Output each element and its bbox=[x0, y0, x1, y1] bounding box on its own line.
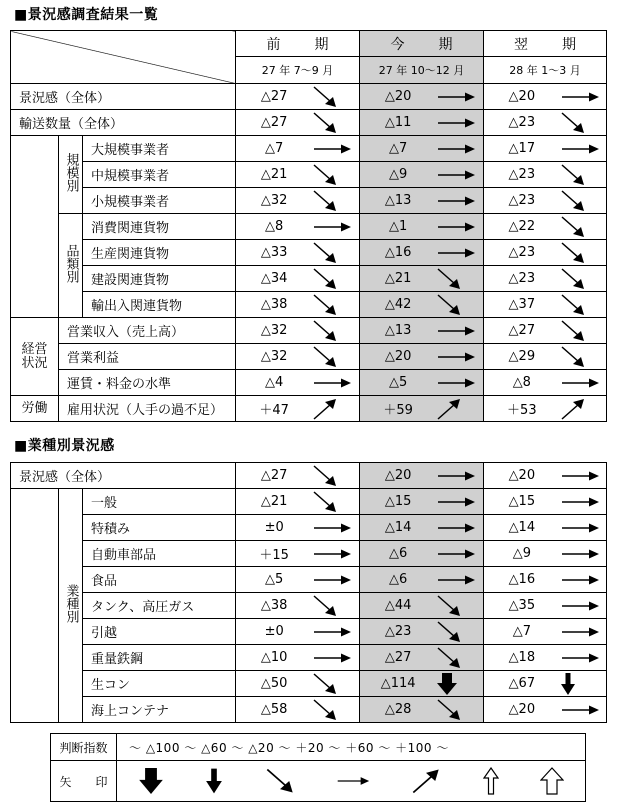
index-value: △15 bbox=[508, 494, 536, 509]
cell-curr bbox=[360, 318, 484, 344]
trend-down-icon bbox=[312, 85, 359, 109]
cell-prev bbox=[236, 266, 360, 292]
cell-curr bbox=[360, 671, 484, 697]
index-value: △20 bbox=[508, 468, 536, 483]
header-prev: 前 期 bbox=[236, 31, 360, 57]
cell-prev bbox=[236, 489, 360, 515]
trend-down-icon bbox=[312, 594, 359, 618]
cell-curr bbox=[360, 463, 484, 489]
cell-prev bbox=[236, 645, 360, 671]
cell-prev bbox=[236, 671, 360, 697]
row-label: 建設関連貨物 bbox=[83, 266, 236, 292]
cell-curr bbox=[360, 136, 484, 162]
trend-flat-icon bbox=[436, 90, 483, 104]
index-value: △23 bbox=[508, 271, 536, 286]
legend-bighollowup-icon bbox=[540, 767, 564, 795]
cell-next bbox=[484, 214, 607, 240]
table-row bbox=[11, 671, 607, 697]
index-value: △15 bbox=[384, 494, 412, 509]
cell-next bbox=[484, 567, 607, 593]
cell-next bbox=[484, 240, 607, 266]
section-title-summary: ■景況感調査結果一覧 bbox=[14, 7, 159, 23]
table-row bbox=[11, 214, 607, 240]
table-row bbox=[11, 318, 607, 344]
trend-flat-icon bbox=[436, 220, 483, 234]
trend-flat-icon bbox=[560, 703, 606, 717]
trend-down-icon bbox=[436, 698, 483, 722]
cell-next bbox=[484, 671, 607, 697]
trend-down-icon bbox=[312, 672, 359, 696]
index-value: △22 bbox=[508, 219, 536, 234]
legend-scale-label: 判断指数 bbox=[51, 734, 117, 761]
index-value: △34 bbox=[260, 271, 288, 286]
trend-up-icon bbox=[560, 397, 606, 421]
cell-next bbox=[484, 619, 607, 645]
summary-table bbox=[10, 30, 607, 422]
index-value: △23 bbox=[384, 624, 412, 639]
group-spacer bbox=[11, 489, 59, 723]
trend-flat-icon bbox=[560, 573, 606, 587]
index-value: △5 bbox=[265, 572, 284, 587]
index-value: △8 bbox=[265, 219, 284, 234]
cell-next bbox=[484, 541, 607, 567]
cell-next bbox=[484, 110, 607, 136]
cell-curr bbox=[360, 344, 484, 370]
header-corner bbox=[11, 31, 236, 84]
cell-next bbox=[484, 370, 607, 396]
trend-flat-icon bbox=[312, 142, 359, 156]
group-kibo: 規模別 bbox=[59, 136, 83, 214]
table-row bbox=[11, 84, 607, 110]
cell-next bbox=[484, 188, 607, 214]
table-row bbox=[11, 697, 607, 723]
cell-curr bbox=[360, 214, 484, 240]
trend-flat-icon bbox=[436, 246, 483, 260]
index-value: △29 bbox=[508, 349, 536, 364]
table-row bbox=[11, 292, 607, 318]
industry-table bbox=[10, 462, 607, 723]
index-value: △6 bbox=[389, 546, 408, 561]
trend-flat-icon bbox=[560, 625, 606, 639]
cell-curr bbox=[360, 541, 484, 567]
table-row bbox=[11, 240, 607, 266]
index-value: △21 bbox=[260, 167, 288, 182]
trend-flat-icon bbox=[312, 220, 359, 234]
section-title-industry: ■業種別景況感 bbox=[14, 438, 115, 454]
cell-prev bbox=[236, 162, 360, 188]
trend-flat-icon bbox=[436, 547, 483, 561]
trend-down-icon bbox=[560, 345, 606, 369]
row-label: 自動車部品 bbox=[83, 541, 236, 567]
index-value: △9 bbox=[389, 167, 408, 182]
legend-bolddown-icon bbox=[205, 766, 223, 796]
trend-down-icon bbox=[560, 241, 606, 265]
index-value: ＋59 bbox=[383, 403, 413, 418]
cell-prev bbox=[236, 188, 360, 214]
cell-prev bbox=[236, 214, 360, 240]
index-value: △21 bbox=[384, 271, 412, 286]
legend-hollowup-icon bbox=[483, 767, 499, 795]
trend-down-icon bbox=[436, 267, 483, 291]
trend-flat-icon bbox=[312, 651, 359, 665]
index-value: △67 bbox=[508, 676, 536, 691]
cell-prev bbox=[236, 396, 360, 422]
row-label: 営業利益 bbox=[59, 344, 236, 370]
index-value: △20 bbox=[384, 89, 412, 104]
range-curr: 27 年 10～12 月 bbox=[360, 57, 484, 84]
index-value: △20 bbox=[508, 702, 536, 717]
row-label: タンク、高圧ガス bbox=[83, 593, 236, 619]
index-value: △13 bbox=[384, 193, 412, 208]
legend-down-icon bbox=[265, 767, 295, 795]
cell-next bbox=[484, 515, 607, 541]
index-value: △5 bbox=[389, 375, 408, 390]
legend-table bbox=[50, 733, 586, 802]
cell-next bbox=[484, 84, 607, 110]
group-gyoshu: 業種別 bbox=[59, 489, 83, 723]
index-value: △17 bbox=[508, 141, 536, 156]
table-row bbox=[11, 136, 607, 162]
index-value: △20 bbox=[508, 89, 536, 104]
row-label: 重量鉄鋼 bbox=[83, 645, 236, 671]
index-value: △38 bbox=[260, 297, 288, 312]
row-label: 景況感（全体） bbox=[11, 84, 236, 110]
trend-flat-icon bbox=[436, 350, 483, 364]
cell-curr bbox=[360, 396, 484, 422]
trend-flat-icon bbox=[436, 469, 483, 483]
trend-flat-icon bbox=[560, 90, 606, 104]
index-value: △10 bbox=[260, 650, 288, 665]
index-value: △7 bbox=[265, 141, 284, 156]
cell-prev bbox=[236, 240, 360, 266]
trend-down-icon bbox=[560, 163, 606, 187]
row-label: 特積み bbox=[83, 515, 236, 541]
cell-curr bbox=[360, 240, 484, 266]
trend-down-icon bbox=[436, 594, 483, 618]
cell-next bbox=[484, 645, 607, 671]
table-row bbox=[11, 344, 607, 370]
trend-bigdown-icon bbox=[436, 672, 483, 696]
index-value: △28 bbox=[384, 702, 412, 717]
index-value: △44 bbox=[384, 598, 412, 613]
index-value: △8 bbox=[512, 375, 531, 390]
index-value: ＋47 bbox=[259, 403, 289, 418]
cell-curr bbox=[360, 292, 484, 318]
cell-curr bbox=[360, 515, 484, 541]
row-label: 運賃・料金の水準 bbox=[59, 370, 236, 396]
header-curr: 今 期 bbox=[360, 31, 484, 57]
row-label: 輸出入関連貨物 bbox=[83, 292, 236, 318]
trend-flat-icon bbox=[560, 599, 606, 613]
table-row bbox=[11, 110, 607, 136]
cell-prev bbox=[236, 567, 360, 593]
index-value: △16 bbox=[384, 245, 412, 260]
cell-next bbox=[484, 344, 607, 370]
index-value: △35 bbox=[508, 598, 536, 613]
table-row bbox=[11, 162, 607, 188]
table-row bbox=[11, 645, 607, 671]
row-label: 景況感（全体） bbox=[11, 463, 236, 489]
trend-flat-icon bbox=[560, 547, 606, 561]
trend-down-icon bbox=[312, 189, 359, 213]
index-value: △27 bbox=[260, 468, 288, 483]
cell-prev bbox=[236, 318, 360, 344]
table-row bbox=[11, 593, 607, 619]
row-label: 営業収入（売上高） bbox=[59, 318, 236, 344]
cell-curr bbox=[360, 567, 484, 593]
legend-flat-icon bbox=[336, 774, 370, 788]
legend-bigdown-icon bbox=[138, 766, 164, 796]
cell-curr bbox=[360, 489, 484, 515]
row-label: 食品 bbox=[83, 567, 236, 593]
trend-flat-icon bbox=[436, 142, 483, 156]
row-label: 生産関連貨物 bbox=[83, 240, 236, 266]
range-prev: 27 年 7～9 月 bbox=[236, 57, 360, 84]
trend-flat-icon bbox=[560, 469, 606, 483]
row-label: 生コン bbox=[83, 671, 236, 697]
trend-flat-icon bbox=[436, 194, 483, 208]
trend-flat-icon bbox=[312, 521, 359, 535]
cell-curr bbox=[360, 645, 484, 671]
trend-flat-icon bbox=[560, 521, 606, 535]
trend-down-icon bbox=[560, 215, 606, 239]
trend-down-icon bbox=[312, 345, 359, 369]
cell-next bbox=[484, 396, 607, 422]
index-value: △32 bbox=[260, 349, 288, 364]
trend-bolddown-icon bbox=[560, 672, 606, 696]
index-value: △13 bbox=[384, 323, 412, 338]
table-row bbox=[11, 396, 607, 422]
index-value: △27 bbox=[508, 323, 536, 338]
index-value: △23 bbox=[508, 245, 536, 260]
table-row bbox=[11, 541, 607, 567]
cell-next bbox=[484, 162, 607, 188]
cell-curr bbox=[360, 266, 484, 292]
cell-curr bbox=[360, 370, 484, 396]
trend-up-icon bbox=[312, 397, 359, 421]
trend-down-icon bbox=[312, 267, 359, 291]
index-value: △42 bbox=[384, 297, 412, 312]
table-row bbox=[11, 515, 607, 541]
index-value: △1 bbox=[389, 219, 408, 234]
trend-flat-icon bbox=[560, 142, 606, 156]
index-value: △27 bbox=[260, 89, 288, 104]
row-label: 中規模事業者 bbox=[83, 162, 236, 188]
trend-flat-icon bbox=[436, 495, 483, 509]
cell-curr bbox=[360, 697, 484, 723]
trend-down-icon bbox=[560, 319, 606, 343]
cell-next bbox=[484, 593, 607, 619]
index-value: △23 bbox=[508, 167, 536, 182]
row-label: 一般 bbox=[83, 489, 236, 515]
trend-down-icon bbox=[312, 464, 359, 488]
index-value: ＋53 bbox=[507, 403, 537, 418]
index-value: △32 bbox=[260, 323, 288, 338]
cell-curr bbox=[360, 593, 484, 619]
index-value: △14 bbox=[508, 520, 536, 535]
trend-flat-icon bbox=[436, 116, 483, 130]
cell-prev bbox=[236, 344, 360, 370]
header-next: 翌 期 bbox=[484, 31, 607, 57]
trend-down-icon bbox=[560, 111, 606, 135]
cell-next bbox=[484, 292, 607, 318]
cell-next bbox=[484, 463, 607, 489]
index-value: △58 bbox=[260, 702, 288, 717]
table-row bbox=[11, 370, 607, 396]
cell-prev bbox=[236, 370, 360, 396]
index-value: △11 bbox=[384, 115, 412, 130]
trend-down-icon bbox=[560, 189, 606, 213]
table-row bbox=[11, 188, 607, 214]
row-label: 大規模事業者 bbox=[83, 136, 236, 162]
index-value: △27 bbox=[384, 650, 412, 665]
index-value: △6 bbox=[389, 572, 408, 587]
index-value: △27 bbox=[260, 115, 288, 130]
trend-down-icon bbox=[312, 490, 359, 514]
index-value: △4 bbox=[265, 375, 284, 390]
index-value: △20 bbox=[384, 349, 412, 364]
cell-next bbox=[484, 697, 607, 723]
legend-arrow-label: 矢 印 bbox=[51, 761, 117, 802]
index-value: △16 bbox=[508, 572, 536, 587]
trend-flat-icon bbox=[312, 547, 359, 561]
trend-down-icon bbox=[436, 293, 483, 317]
legend-arrows bbox=[117, 761, 586, 802]
trend-up-icon bbox=[436, 397, 483, 421]
table-row bbox=[11, 266, 607, 292]
index-value: △38 bbox=[260, 598, 288, 613]
cell-prev bbox=[236, 619, 360, 645]
index-value: △114 bbox=[380, 676, 416, 691]
cell-next bbox=[484, 136, 607, 162]
trend-down-icon bbox=[312, 163, 359, 187]
trend-down-icon bbox=[436, 646, 483, 670]
row-label: 引越 bbox=[83, 619, 236, 645]
index-value: △23 bbox=[508, 115, 536, 130]
index-value: △18 bbox=[508, 650, 536, 665]
trend-down-icon bbox=[560, 267, 606, 291]
index-value: △23 bbox=[508, 193, 536, 208]
trend-flat-icon bbox=[436, 168, 483, 182]
cell-next bbox=[484, 489, 607, 515]
row-label: 雇用状況（人手の過不足） bbox=[59, 396, 236, 422]
group-spacer bbox=[11, 136, 59, 318]
trend-down-icon bbox=[312, 111, 359, 135]
cell-curr bbox=[360, 110, 484, 136]
cell-prev bbox=[236, 292, 360, 318]
index-value: △50 bbox=[260, 676, 288, 691]
trend-down-icon bbox=[312, 698, 359, 722]
table-row bbox=[11, 489, 607, 515]
index-value: △9 bbox=[512, 546, 531, 561]
index-value: △7 bbox=[512, 624, 531, 639]
trend-flat-icon bbox=[312, 376, 359, 390]
trend-flat-icon bbox=[312, 573, 359, 587]
trend-flat-icon bbox=[560, 651, 606, 665]
legend-up-icon bbox=[411, 767, 441, 795]
cell-prev bbox=[236, 541, 360, 567]
group-keiei: 経営状況 bbox=[11, 318, 59, 396]
index-value: △7 bbox=[389, 141, 408, 156]
trend-flat-icon bbox=[436, 521, 483, 535]
cell-prev bbox=[236, 84, 360, 110]
trend-flat-icon bbox=[312, 625, 359, 639]
table-row bbox=[11, 619, 607, 645]
cell-next bbox=[484, 318, 607, 344]
row-label: 輸送数量（全体） bbox=[11, 110, 236, 136]
index-value: △20 bbox=[384, 468, 412, 483]
group-hinrui: 品類別 bbox=[59, 214, 83, 318]
row-label: 小規模事業者 bbox=[83, 188, 236, 214]
cell-prev bbox=[236, 463, 360, 489]
cell-curr bbox=[360, 84, 484, 110]
table-row bbox=[11, 463, 607, 489]
index-value: ±0 bbox=[264, 520, 284, 535]
trend-down-icon bbox=[312, 241, 359, 265]
row-label: 消費関連貨物 bbox=[83, 214, 236, 240]
cell-prev bbox=[236, 697, 360, 723]
trend-down-icon bbox=[436, 620, 483, 644]
trend-down-icon bbox=[312, 319, 359, 343]
trend-down-icon bbox=[560, 293, 606, 317]
cell-curr bbox=[360, 162, 484, 188]
index-value: △21 bbox=[260, 494, 288, 509]
trend-flat-icon bbox=[560, 376, 606, 390]
cell-next bbox=[484, 266, 607, 292]
trend-flat-icon bbox=[436, 324, 483, 338]
cell-prev bbox=[236, 136, 360, 162]
row-label: 海上コンテナ bbox=[83, 697, 236, 723]
table-row bbox=[11, 567, 607, 593]
trend-flat-icon bbox=[560, 495, 606, 509]
index-value: ±0 bbox=[264, 624, 284, 639]
trend-flat-icon bbox=[436, 573, 483, 587]
trend-flat-icon bbox=[436, 376, 483, 390]
index-value: △37 bbox=[508, 297, 536, 312]
trend-down-icon bbox=[312, 293, 359, 317]
cell-curr bbox=[360, 619, 484, 645]
legend-scale: ～ △100 ～ △60 ～ △20 ～ ＋20 ～ ＋60 ～ ＋100 ～ bbox=[117, 734, 586, 761]
index-value: ＋15 bbox=[259, 548, 289, 563]
cell-prev bbox=[236, 593, 360, 619]
index-value: △33 bbox=[260, 245, 288, 260]
group-roudou: 労働 bbox=[11, 396, 59, 422]
cell-prev bbox=[236, 515, 360, 541]
cell-curr bbox=[360, 188, 484, 214]
range-next: 28 年 1～3 月 bbox=[484, 57, 607, 84]
index-value: △14 bbox=[384, 520, 412, 535]
cell-prev bbox=[236, 110, 360, 136]
index-value: △32 bbox=[260, 193, 288, 208]
